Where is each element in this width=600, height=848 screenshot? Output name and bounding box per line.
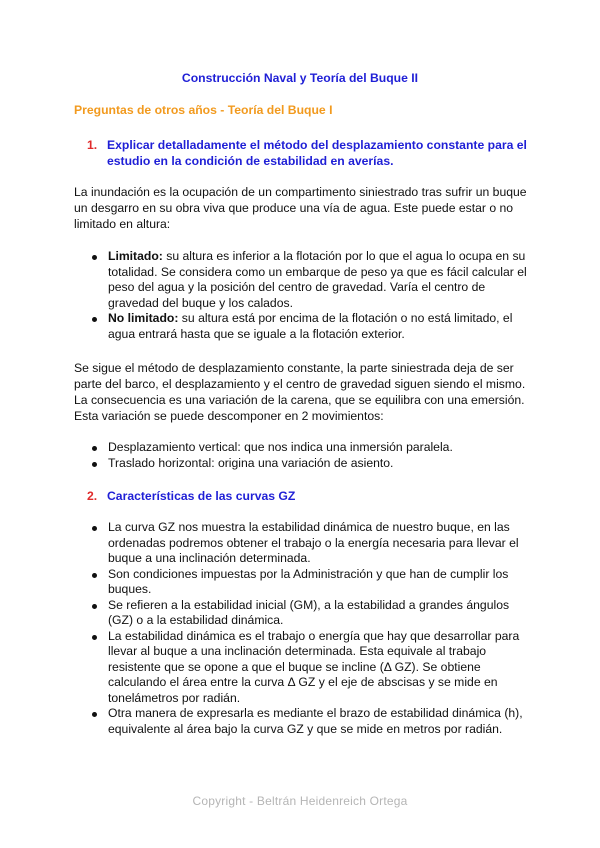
list-movements <box>90 440 532 471</box>
question-1-heading <box>87 137 537 169</box>
question-2-heading <box>87 488 537 504</box>
list-flooding-types <box>90 249 532 342</box>
list-item-text: su altura está por encima de la flotación o no está limitado, el agua entrará hasta que se iguale a la flotación exterior. <box>108 311 513 341</box>
list-item: Traslado horizontal: origina una variación de asiento. <box>90 456 532 472</box>
copyright-footer: Copyright - Beltrán Heidenreich Ortega <box>192 794 408 808</box>
list-item <box>90 311 532 342</box>
list-item: Otra manera de expresarla es mediante el brazo de estabilidad dinámica (h), equivalente al área bajo la curva GZ y que se mide en metros por radián. <box>90 706 532 737</box>
question-1-text: Explicar detalladamente el método del desplazamiento constante para el estudio en la condición de estabilidad en averías. <box>107 138 527 168</box>
list-item: Desplazamiento vertical: que nos indica una inmersión paralela. <box>90 440 532 456</box>
paragraph-method: Se sigue el método de desplazamiento constante, la parte siniestrada deja de ser parte del barco, el desplazamiento y el centro de gravedad siguen siendo el mismo. La consecuencia es una variación de la carena, que se equilibra con una emersión. Esta variación se puede descomponer en 2 movimientos: <box>74 361 526 423</box>
section-subtitle: Preguntas de otros años - Teoría del Buque I <box>74 103 333 117</box>
list-item-term: Limitado: <box>108 249 163 263</box>
list-item <box>90 249 532 311</box>
list-item: Se refieren a la estabilidad inicial (GM), a la estabilidad a grandes ángulos (GZ) o a la estabilidad dinámica. <box>90 598 532 629</box>
question-1-number: 1. <box>87 138 98 152</box>
list-item: La curva GZ nos muestra la estabilidad dinámica de nuestro buque, en las ordenadas podremos obtener el trabajo o la energía necesaria para llevar el buque a una inclinación determinada. <box>90 520 532 567</box>
question-2-number: 2. <box>87 489 98 503</box>
list-item-text: su altura es inferior a la flotación por lo que el agua lo ocupa en su totalidad. Se considera como un embarque de peso ya que es fácil calcular el peso del agua y la posición del centro de gravedad. Varía el centro de gravedad del buque y los calados. <box>108 249 527 310</box>
document-title: Construcción Naval y Teoría del Buque II <box>181 71 419 85</box>
question-2-text: Características de las curvas GZ <box>107 489 296 503</box>
list-item: Son condiciones impuestas por la Administración y que han de cumplir los buques. <box>90 567 532 598</box>
list-item: La estabilidad dinámica es el trabajo o energía que hay que desarrollar para llevar al buque a una inclinación determinada. Esta equivale al trabajo resistente que se opone a que el buque se incline (Δ GZ). Se obtiene calculando el área entre la curva Δ GZ y el eje de abscisas y se mide en tonelámetros por radián. <box>90 629 532 707</box>
paragraph-inundation: La inundación es la ocupación de un compartimento siniestrado tras sufrir un buque un desgarro en su obra viva que produce una vía de agua. Este puede estar o no limitado en altura: <box>74 185 527 231</box>
list-gz-curves <box>90 520 532 737</box>
list-item-term: No limitado: <box>108 311 179 325</box>
